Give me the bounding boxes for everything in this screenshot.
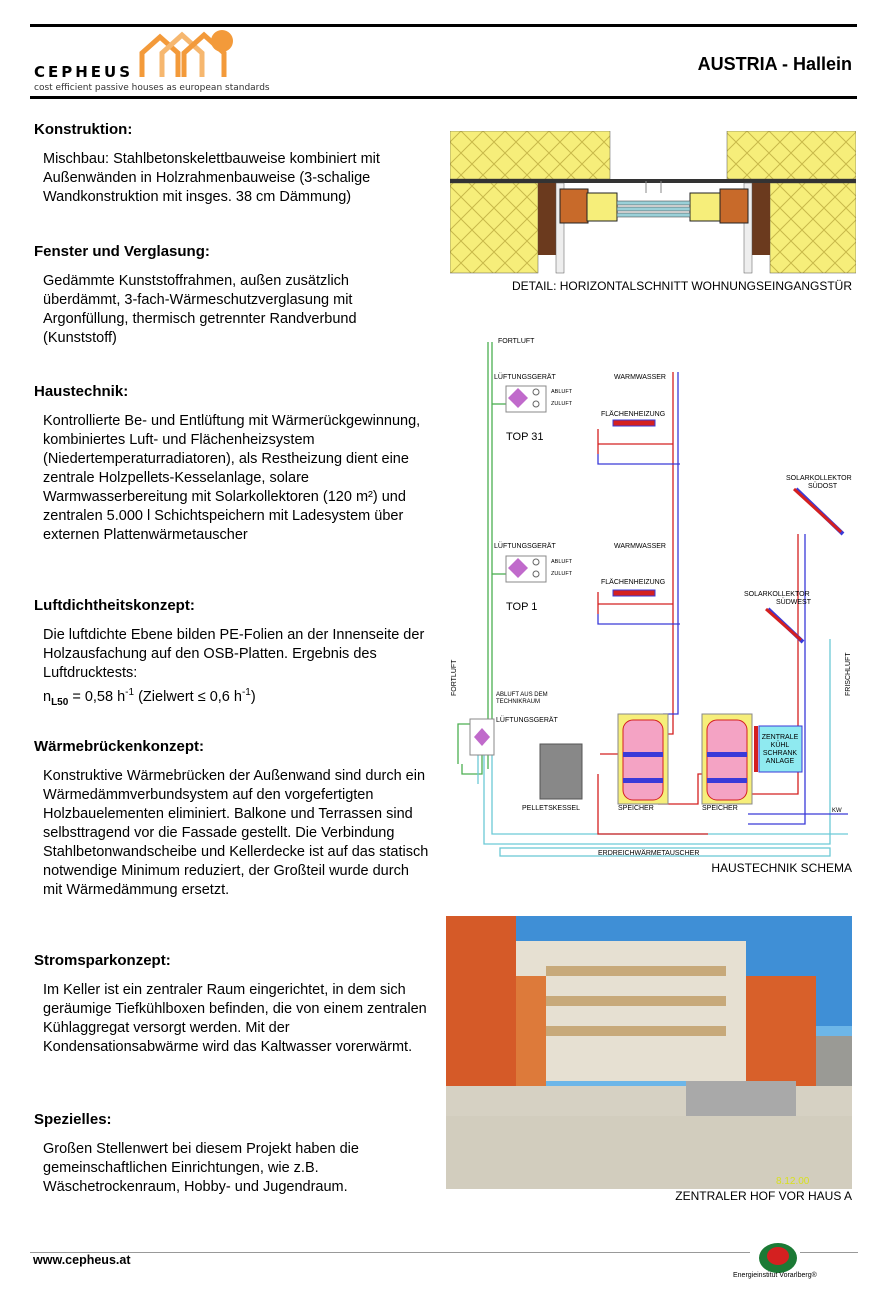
n50-formula: $n_{L50} = 0,58$ $h^{-1}$ (Zielwert ≤ 0,6 $h^{-1}$) bbox=[43, 687, 256, 708]
section-text: Kontrollierte Be- und Entlüftung mit Wärmerückgewinnung, kombiniertes Luft- und Flächenheizsystem (Niedertemperaturradiatoren), als Restheizung dient eine zentrale Holzpellets-Kesselanlage, solare Warmwasserbereitung mit Solarkollektoren (120 m²) und zentralen 5.000 l Schichtspeichern mit Ladesystem über externen Plattenwärmetauscher bbox=[43, 413, 421, 543]
section-heading: Wärmebrückenkonzept: bbox=[34, 738, 205, 755]
svg-text:PELLETSKESSEL: PELLETSKESSEL bbox=[522, 805, 580, 812]
svg-text:SÜDWEST: SÜDWEST bbox=[776, 599, 811, 606]
photo-date: 8.12.00 bbox=[776, 1176, 810, 1187]
logo-name: CEPHEUS bbox=[34, 63, 134, 81]
wood-post-left bbox=[538, 183, 556, 255]
photo-caption: ZENTRALER HOF VOR HAUS A bbox=[675, 1189, 852, 1203]
svg-text:FLÄCHENHEIZUNG: FLÄCHENHEIZUNG bbox=[601, 579, 666, 586]
frame-left bbox=[560, 189, 588, 223]
svg-text:ZULUFT: ZULUFT bbox=[551, 571, 573, 577]
section-fenster bbox=[34, 243, 429, 348]
floor-heating-top31 bbox=[613, 420, 655, 426]
section-text: Großen Stellenwert bei diesem Projekt haben die gemeinschaftlichen Einrichtungen, wie z.B. Wäschetrockenraum, Hobby- und Jugendraum. bbox=[43, 1141, 359, 1195]
svg-text:SCHRANK: SCHRANK bbox=[762, 750, 798, 757]
pellet-boiler bbox=[540, 744, 582, 799]
header-top-rule bbox=[30, 24, 857, 27]
floor-heating-top1 bbox=[613, 590, 655, 596]
svg-text:SPEICHER: SPEICHER bbox=[702, 805, 738, 812]
svg-text:SOLARKOLLEKTOR: SOLARKOLLEKTOR bbox=[744, 591, 810, 598]
svg-text:TECHNIKRAUM: TECHNIKRAUM bbox=[496, 699, 541, 705]
svg-text:KW: KW bbox=[832, 808, 842, 814]
section-luftdichtheit bbox=[34, 597, 429, 712]
insulation-top-left bbox=[450, 131, 610, 179]
footer-rule bbox=[30, 1252, 750, 1253]
section-heading: Stromsparkonzept: bbox=[34, 952, 171, 969]
section-stromspar bbox=[34, 952, 429, 1057]
svg-text:FRISCHLUFT: FRISCHLUFT bbox=[845, 652, 852, 696]
insulation-bottom-left bbox=[450, 183, 538, 273]
svg-text:TOP 1: TOP 1 bbox=[506, 601, 538, 613]
svg-text:ABLUFT AUS DEM: ABLUFT AUS DEM bbox=[496, 692, 548, 698]
section-heading: Konstruktion: bbox=[34, 121, 133, 138]
svg-text:ZULUFT: ZULUFT bbox=[551, 401, 573, 407]
section-heading: Fenster und Verglasung: bbox=[34, 243, 210, 260]
energieinstitut-logo-icon bbox=[758, 1242, 798, 1274]
section-haustechnik bbox=[34, 383, 429, 545]
section-text: Mischbau: Stahlbetonskelettbauweise kombiniert mit Außenwänden in Holzrahmenbauweise (3-schalige Wandkonstruktion mit insges. 38 cm Dämmung) bbox=[43, 151, 380, 205]
section-text: Gedämmte Kunststoffrahmen, außen zusätzlich überdämmt, 3-fach-Wärmeschutzverglasung mit Argonfüllung, thermisch getrennter Randverbund (Kunststoff) bbox=[43, 273, 357, 346]
door-section-drawing bbox=[450, 131, 856, 277]
svg-text:TOP 31: TOP 31 bbox=[506, 431, 544, 443]
building-right bbox=[746, 976, 816, 1096]
svg-text:KÜHL: KÜHL bbox=[770, 742, 790, 749]
section-waermebruecken bbox=[34, 738, 429, 900]
kuehlanlage-box bbox=[759, 726, 802, 772]
courtyard-photo bbox=[446, 916, 852, 1189]
building-center bbox=[516, 941, 746, 1081]
svg-text:FORTLUFT: FORTLUFT bbox=[498, 338, 535, 345]
svg-text:ZENTRALE: ZENTRALE bbox=[761, 734, 799, 741]
section-heading: Spezielles: bbox=[34, 1111, 112, 1128]
header-bottom-rule bbox=[30, 96, 857, 99]
svg-text:LÜFTUNGSGERÄT: LÜFTUNGSGERÄT bbox=[496, 717, 558, 724]
svg-text:FLÄCHENHEIZUNG: FLÄCHENHEIZUNG bbox=[601, 411, 666, 418]
frame-right bbox=[720, 189, 748, 223]
storage-tank-1 bbox=[623, 720, 663, 800]
svg-text:SÜDOST: SÜDOST bbox=[808, 483, 838, 490]
svg-text:LÜFTUNGSGERÄT: LÜFTUNGSGERÄT bbox=[494, 374, 556, 381]
section-text-body: Die luftdichte Ebene bilden PE-Folien an der Innenseite der Holzausfachung auf den OSB-Platten. Ergebnis des Luftdrucktests: bbox=[43, 627, 425, 681]
logo-tagline: cost efficient passive houses as european standards bbox=[34, 83, 270, 93]
wood-post-right bbox=[752, 183, 770, 255]
section-heading: Luftdichtheitskonzept: bbox=[34, 597, 195, 614]
svg-text:LÜFTUNGSGERÄT: LÜFTUNGSGERÄT bbox=[494, 543, 556, 550]
svg-text:SOLARKOLLEKTOR: SOLARKOLLEKTOR bbox=[786, 475, 852, 482]
cepheus-logo-icon bbox=[138, 29, 238, 81]
svg-text:WARMWASSER: WARMWASSER bbox=[614, 374, 666, 381]
insulation-top-right bbox=[727, 131, 856, 179]
insulation-bottom-right bbox=[770, 183, 856, 273]
svg-text:SPEICHER: SPEICHER bbox=[618, 805, 654, 812]
svg-text:ERDREICHWÄRMETAUSCHER: ERDREICHWÄRMETAUSCHER bbox=[598, 850, 700, 857]
svg-text:ANLAGE: ANLAGE bbox=[765, 758, 795, 765]
section-text bbox=[43, 626, 429, 712]
section-spezielles bbox=[34, 1111, 429, 1197]
storage-tank-2 bbox=[707, 720, 747, 800]
energieinstitut-label: Energieinstitut Vorarlberg® bbox=[733, 1272, 817, 1279]
svg-text:ABLUFT: ABLUFT bbox=[551, 559, 573, 565]
haustechnik-schema bbox=[448, 334, 856, 862]
page-title: AUSTRIA - Hallein bbox=[697, 54, 852, 74]
footer-rule-right bbox=[800, 1252, 858, 1253]
section-text: Im Keller ist ein zentraler Raum eingerichtet, in dem sich geräumige Tiefkühlboxen befinden, die von einem zentralen Kühlaggregat versorgt werden. Mit der Kondensationsabwärme wird das Kaltwasser vorerwärmt. bbox=[43, 982, 427, 1055]
fortluft-line bbox=[458, 342, 492, 764]
section-text: Konstruktive Wärmebrücken der Außenwand sind durch ein Wärmedämmverbundsystem auf den vorgefertigten Holzbauelementen eliminiert. Balkone und Terrassen sind selbsttragend vor die Fassade gestellt. Die Verbindung Stahlbetonwandscheibe und Kellerdecke ist auf das statisch notwendige Minimum reduziert, der Großteil wurde durch mit Wärmedämmung ersetzt. bbox=[43, 768, 429, 898]
svg-text:FORTLUFT: FORTLUFT bbox=[451, 659, 458, 696]
svg-text:WARMWASSER: WARMWASSER bbox=[614, 543, 666, 550]
section-heading: Haustechnik: bbox=[34, 383, 129, 400]
footer-url-link[interactable]: www.cepheus.at bbox=[33, 1253, 131, 1267]
schema-caption: HAUSTECHNIK SCHEMA bbox=[711, 861, 852, 875]
svg-text:ABLUFT: ABLUFT bbox=[551, 389, 573, 395]
glass-pane bbox=[617, 201, 690, 205]
detail-caption: DETAIL: HORIZONTALSCHNITT WOHNUNGSEINGANGSTÜR bbox=[511, 279, 852, 293]
section-konstruktion bbox=[34, 121, 429, 207]
